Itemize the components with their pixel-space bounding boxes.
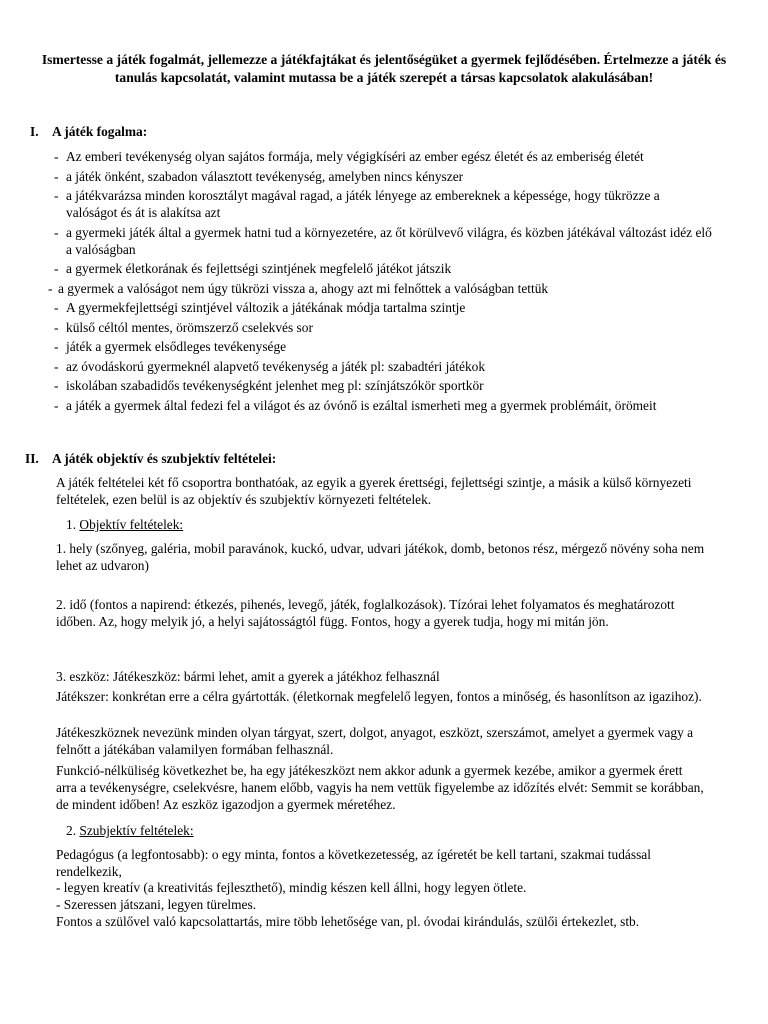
section-1-number: I. [30, 124, 39, 139]
paragraph-szulo: Fontos a szülővel való kapcsolattartás, mire több lehetősége van, pl. óvodai kirándulás, szülői értekezlet, stb. [56, 914, 640, 929]
paragraph-pedagogus: Pedagógus (a legfontosabb): o egy minta, fontos a következetesség, az ígéretét be kell tartani, szakmai tudással rendelkezik, [56, 847, 651, 879]
list-item: - A gyermekfejlettségi szintjével változik a játékának módja tartalma szintje [54, 300, 466, 315]
list-item: - a játék a gyermek által fedezi fel a világot és az óvónő is ezáltal ismerheti meg a gyermek problémáit, örömeit [54, 397, 657, 413]
paragraph-jatekeszkoz: Játékeszköznek nevezünk minden olyan tárgyat, szert, dolgot, anyagot, eszközt, szerszámot, amelyet a gyermek vagy a felnőtt a játékában valamilyen formában felhasznál. [56, 725, 694, 757]
list-item: - játék a gyermek elsődleges tevékenysége [54, 339, 287, 354]
list-item: - a játék önként, szabadon választott tevékenység, amelyben nincs kényszer [54, 168, 464, 184]
subheading-number: 2. [66, 823, 77, 838]
paragraph-szeressen: - Szeressen játszani, legyen türelmes. [56, 897, 257, 912]
subheading-label: Szubjektív feltételek: [79, 823, 194, 838]
list-item: - a játékvarázsa minden korosztályt magával ragad, a játék lényege az embereknek a képessége, hogy tükrözze a valóságot és át is alakítsa azt [54, 188, 660, 220]
list-item: - a gyermek életkorának és fejlettségi szintjének megfelelő játékot játszik [54, 261, 452, 276]
document-title: Ismertesse a játék fogalmát, jellemezze a játékfajtákat és jelentőségüket a gyermek fejlődésében. Értelmezze a játék és tanulás kapcsolatát, valamint mutassa be a játék szerepét a társas kapcsolatok alakulásában! [41, 52, 727, 85]
list-item: - Az emberi tevékenység olyan sajátos formája, mely végigkíséri az ember egész életét és az emberiség életét [54, 149, 644, 164]
section-2-title: A játék objektív és szubjektív feltételei: [52, 451, 277, 466]
paragraph-jatekszer: Játékszer: konkrétan erre a célra gyártották. (életkornak megfelelő legyen, fontos a minőség, és hasonlítson az igazihoz). [56, 689, 702, 704]
section-2-number: II. [25, 451, 39, 466]
list-item: - az óvodáskorú gyermeknél alapvető tevékenység a játék pl: szabadtéri játékok [54, 358, 486, 374]
paragraph-funkcio: Funkció-nélküliség következhet be, ha egy játékeszközt nem akkor adunk a gyermek kezébe, amikor a gyermek érett arra a tevékenységre, cselekvésre, hanem előbb, vagyis ha nem vettük figyelembe az időzítés elvét: Semmit se korábban, de mindent időben! Az eszköz igazodjon a gyermek méretéhez. [56, 763, 704, 812]
section-1-list [48, 148, 712, 416]
list-item: - iskolában szabadidős tevékenységként jelenhet meg pl: színjátszókör sportkör [54, 378, 484, 393]
paragraph-eszkoz: 3. eszköz: Játékeszköz: bármi lehet, amit a gyerek a játékhoz felhasznál [56, 669, 440, 684]
list-item: - a gyermeki játék által a gyermek hatni tud a környezetére, az őt körülvevő világra, és közben játékával változást idéz elő a valóságban [54, 224, 712, 257]
paragraph-kreativ: - legyen kreatív (a kreativitás fejleszthető), mindig készen kell állni, hogy legyen ötlete. [56, 880, 527, 895]
section-1-title: A játék fogalma: [52, 124, 148, 139]
paragraph-ido: 2. idő (fontos a napirend: étkezés, pihenés, levegő, játék, foglalkozások). Tízórai lehet folyamatos és meghatározott időben. Az, hogy melyik jó, a helyi sajátosságtól függ. Fontos, hogy a gyerek tudja, hogy mi mitán jön. [56, 597, 675, 629]
list-item: - a gyermek a valóságot nem úgy tükrözi vissza a, ahogy azt mi felnőttek a valóságban tettük [48, 280, 549, 296]
subheading-objective [66, 516, 716, 533]
subheading-number: 1. [66, 517, 77, 532]
section-2-intro: A játék feltételei két fő csoportra bonthatóak, az egyik a gyerek érettségi, fejlettségi szintje, a másik a külső környezeti feltételek, ezen belül is az objektív és szubjektív környezeti feltételek. [56, 475, 692, 507]
subheading-subjective [66, 822, 716, 839]
paragraph-hely: 1. hely (szőnyeg, galéria, mobil paravánok, kuckó, udvar, udvari játékok, domb, betonos rész, mérgező növény soha nem lehet az udvaron) [56, 541, 705, 573]
subheading-label: Objektív feltételek: [79, 517, 184, 532]
list-item: - külső céltól mentes, örömszerző cselekvés sor [54, 319, 313, 335]
